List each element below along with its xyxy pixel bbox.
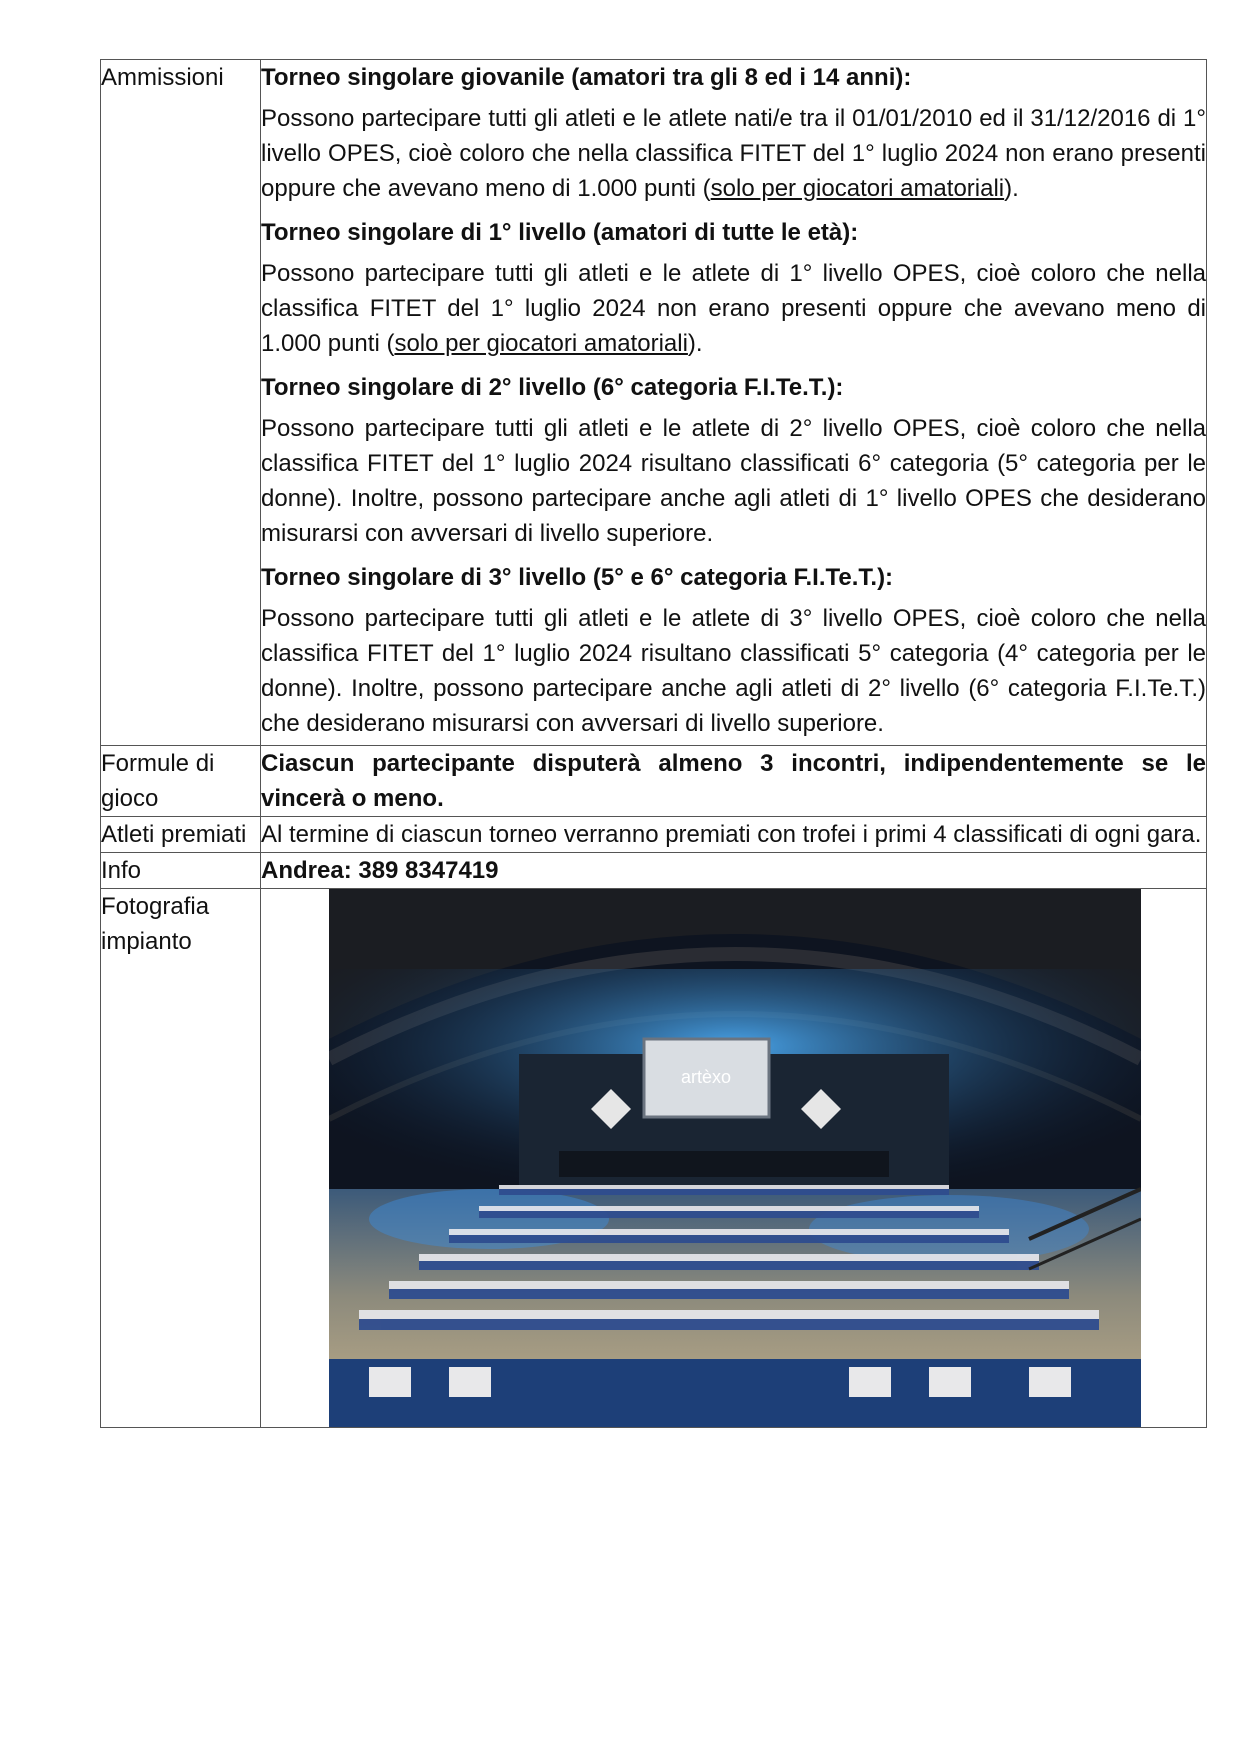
row-info [101,853,1207,889]
content-atleti: Al termine di ciascun torneo verranno premiati con trofei i primi 4 classificati di ogni gara. [261,817,1207,853]
screen-brand: artèxo [680,1067,732,1087]
label-ammissioni: Ammissioni [101,60,261,746]
amateur-note: solo per giocatori amatoriali [394,330,688,357]
admission-table [100,59,1207,1428]
section-heading-livello-3: Torneo singolare di 3° livello (5° e 6° categoria F.I.Te.T.): [261,564,894,591]
amateur-note: solo per giocatori amatoriali [710,175,1005,202]
content-formule: Ciascun partecipante disputerà almeno 3 incontri, indipendentemente se le vincerà o meno. [261,746,1207,817]
content-info: Andrea: 389 8347419 [261,853,1207,889]
section-heading-giovanile: Torneo singolare giovanile (amatori tra gli 8 ed i 14 anni): [261,64,912,91]
row-ammissioni [101,60,1207,746]
row-foto [101,889,1207,1428]
section-body-giovanile: Possono partecipare tutti gli atleti e le atlete nati/e tra il 01/01/2010 ed il 31/12/2016 di 1° livello OPES, cioè coloro che nella classifica FITET del 1° luglio 2024 non erano presenti oppure che avevano meno di 1.000 punti (solo per giocatori amatoriali). [261,105,1206,202]
content-foto [261,889,1207,1428]
row-atleti [101,817,1207,853]
section-body-livello-1: Possono partecipare tutti gli atleti e le atlete di 1° livello OPES, cioè coloro che nella classifica FITET del 1° luglio 2024 non erano presenti oppure che avevano meno di 1.000 punti (solo per giocatori amatoriali). [261,260,1206,357]
label-info: Info [101,853,261,889]
label-foto: Fotografia impianto [101,889,261,1428]
label-formule: Formule di gioco [101,746,261,817]
section-heading-livello-2: Torneo singolare di 2° livello (6° categoria F.I.Te.T.): [261,374,844,401]
section-body-livello-3: Possono partecipare tutti gli atleti e le atlete di 3° livello OPES, cioè coloro che nella classifica FITET del 1° luglio 2024 risultano classificati 5° categoria (4° categoria per le donne). Inoltre, possono partecipare anche agli atleti di 2° livello (6° categoria F.I.Te.T.) che desiderano misurarsi con avversari di livello superiore. [261,605,1206,737]
section-heading-livello-1: Torneo singolare di 1° livello (amatori di tutte le età): [261,219,859,246]
label-atleti: Atleti premiati [101,817,261,853]
row-formule [101,746,1207,817]
section-body-livello-2: Possono partecipare tutti gli atleti e le atlete di 2° livello OPES, cioè coloro che nella classifica FITET del 1° luglio 2024 risultano classificati 6° categoria (5° categoria per le donne). Inoltre, possono partecipare anche agli atleti di 1° livello OPES che desiderano misurarsi con avversari di livello superiore. [261,415,1206,547]
venue-photo [329,889,1141,1427]
content-ammissioni [261,60,1207,746]
